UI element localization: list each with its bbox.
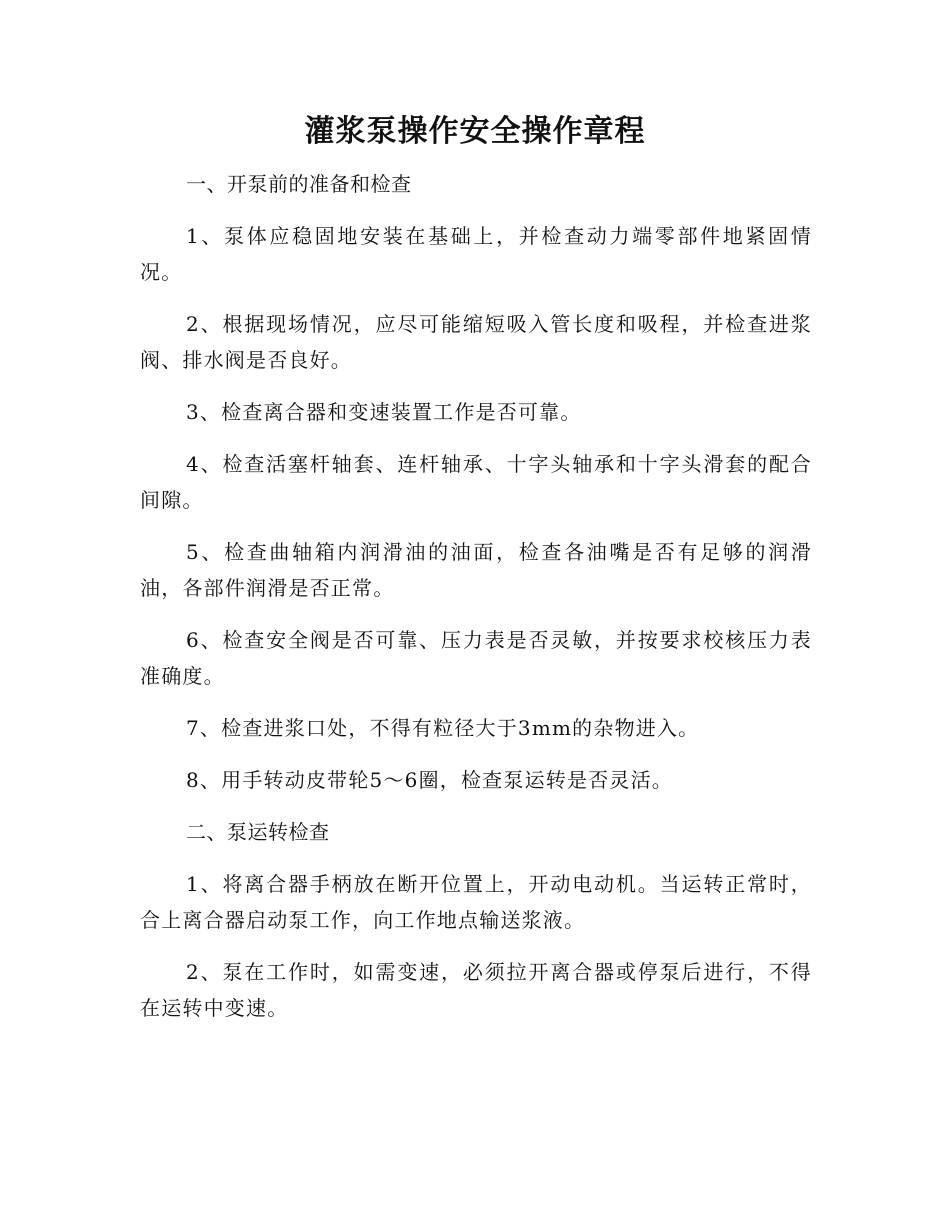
prep-item-7: 7、检查进浆口处，不得有粒径大于3mm的杂物进入。 — [186, 716, 700, 740]
prep-item-8: 8、用手转动皮带轮5～6圈，检查泵运转是否灵活。 — [186, 768, 673, 792]
operation-item-2: 2、泵在工作时，如需变速，必须拉开离合器或停泵后进行，不得在运转中变速。 — [140, 960, 812, 1020]
document-title: 灌浆泵操作安全操作章程 — [304, 114, 646, 149]
prep-item-2: 2、根据现场情况，应尽可能缩短吸入管长度和吸程，并检查进浆阀、排水阀是否良好。 — [140, 312, 812, 372]
operation-item-1: 1、将离合器手柄放在断开位置上，开动电动机。当运转正常时，合上离合器启动泵工作，向工作地点输送浆液。 — [140, 872, 812, 932]
prep-item-5: 5、检查曲轴箱内润滑油的油面，检查各油嘴是否有足够的润滑油，各部件润滑是否正常。 — [140, 540, 812, 600]
prep-item-3: 3、检查离合器和变速装置工作是否可靠。 — [186, 400, 582, 424]
prep-item-4: 4、检查活塞杆轴套、连杆轴承、十字头轴承和十字头滑套的配合间隙。 — [140, 452, 812, 512]
document-body — [140, 166, 812, 1042]
section-heading-prep: 一、开泵前的准备和检查 — [186, 172, 412, 196]
prep-item-1: 1、泵体应稳固地安装在基础上，并检查动力端零部件地紧固情况。 — [140, 224, 812, 284]
section-heading-operation: 二、泵运转检查 — [186, 820, 330, 844]
prep-item-6: 6、检查安全阀是否可靠、压力表是否灵敏，并按要求校核压力表准确度。 — [140, 628, 812, 688]
